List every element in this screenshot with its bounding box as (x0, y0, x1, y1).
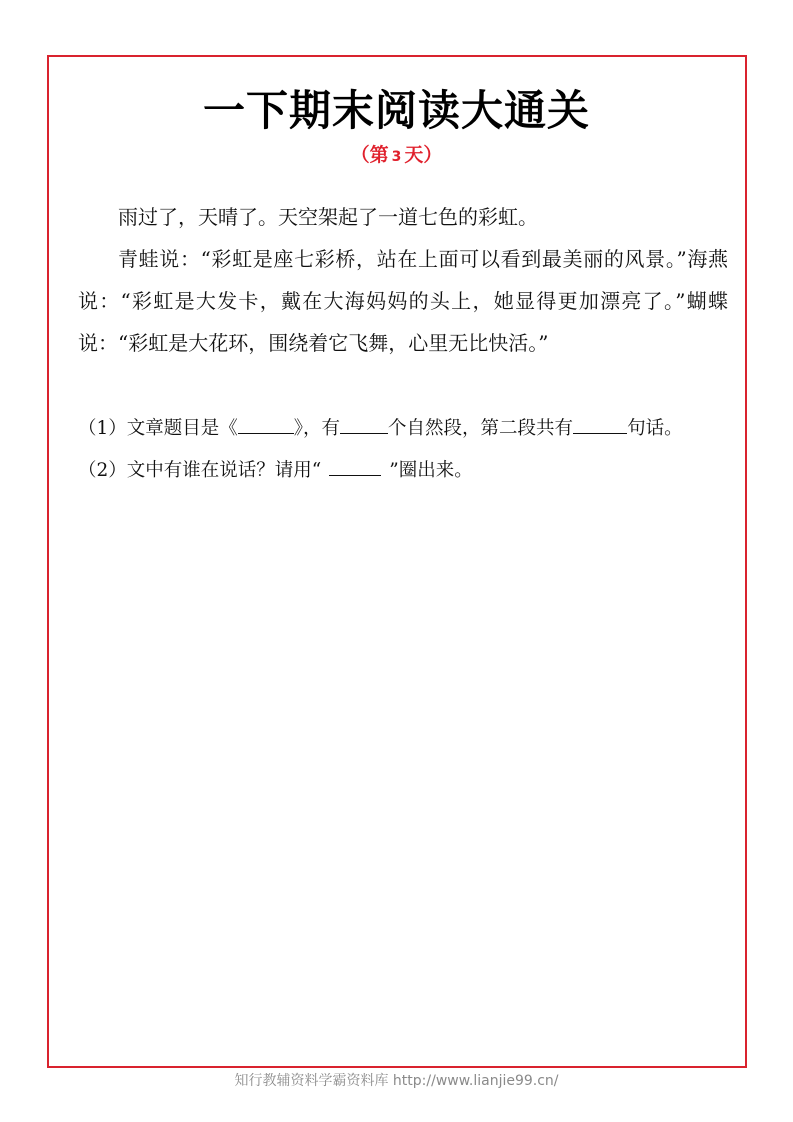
question-1 (78, 408, 738, 450)
passage-paragraph-1: 雨过了，天晴了。天空架起了一道七色的彩虹。 (118, 205, 538, 229)
day-subtitle (0, 140, 793, 167)
subtitle-open: （第 (350, 144, 389, 166)
footer-watermark: 知行教辅资料学霸资料库 http://www.lianjie99.cn/ (234, 1073, 559, 1089)
question-1-text-c: 个自然段，第二段共有 (388, 418, 574, 439)
question-list (78, 408, 738, 492)
reading-passage (78, 196, 728, 364)
question-1-text-b: 》，有 (293, 418, 341, 439)
day-number: 3 (391, 149, 402, 165)
question-1-text-a: （1）文章题目是《 (78, 418, 238, 439)
answer-blank-mark[interactable] (329, 457, 381, 476)
passage-paragraph-2: 青蛙说：“彩虹是座七彩桥，站在上面可以看到最美丽的风景。”海燕说：“彩虹是大发卡，戴在大海妈妈的头上，她显得更加漂亮了。”蝴蝶说：“彩虹是大花环，围绕着它飞舞，心里无比快活。” (78, 247, 728, 355)
answer-blank-sentence-count[interactable] (573, 415, 627, 434)
question-2 (78, 450, 738, 492)
question-1-text-d: 句话。 (627, 418, 683, 439)
answer-blank-paragraph-count[interactable] (340, 415, 388, 434)
answer-blank-title[interactable] (238, 415, 294, 434)
page-title: 一下期末阅读大通关 (202, 86, 590, 135)
question-2-text-a: （2）文中有谁在说话？请用“ (78, 460, 322, 481)
subtitle-close: 天） (404, 144, 443, 166)
question-2-text-b: ”圈出来。 (389, 460, 473, 481)
